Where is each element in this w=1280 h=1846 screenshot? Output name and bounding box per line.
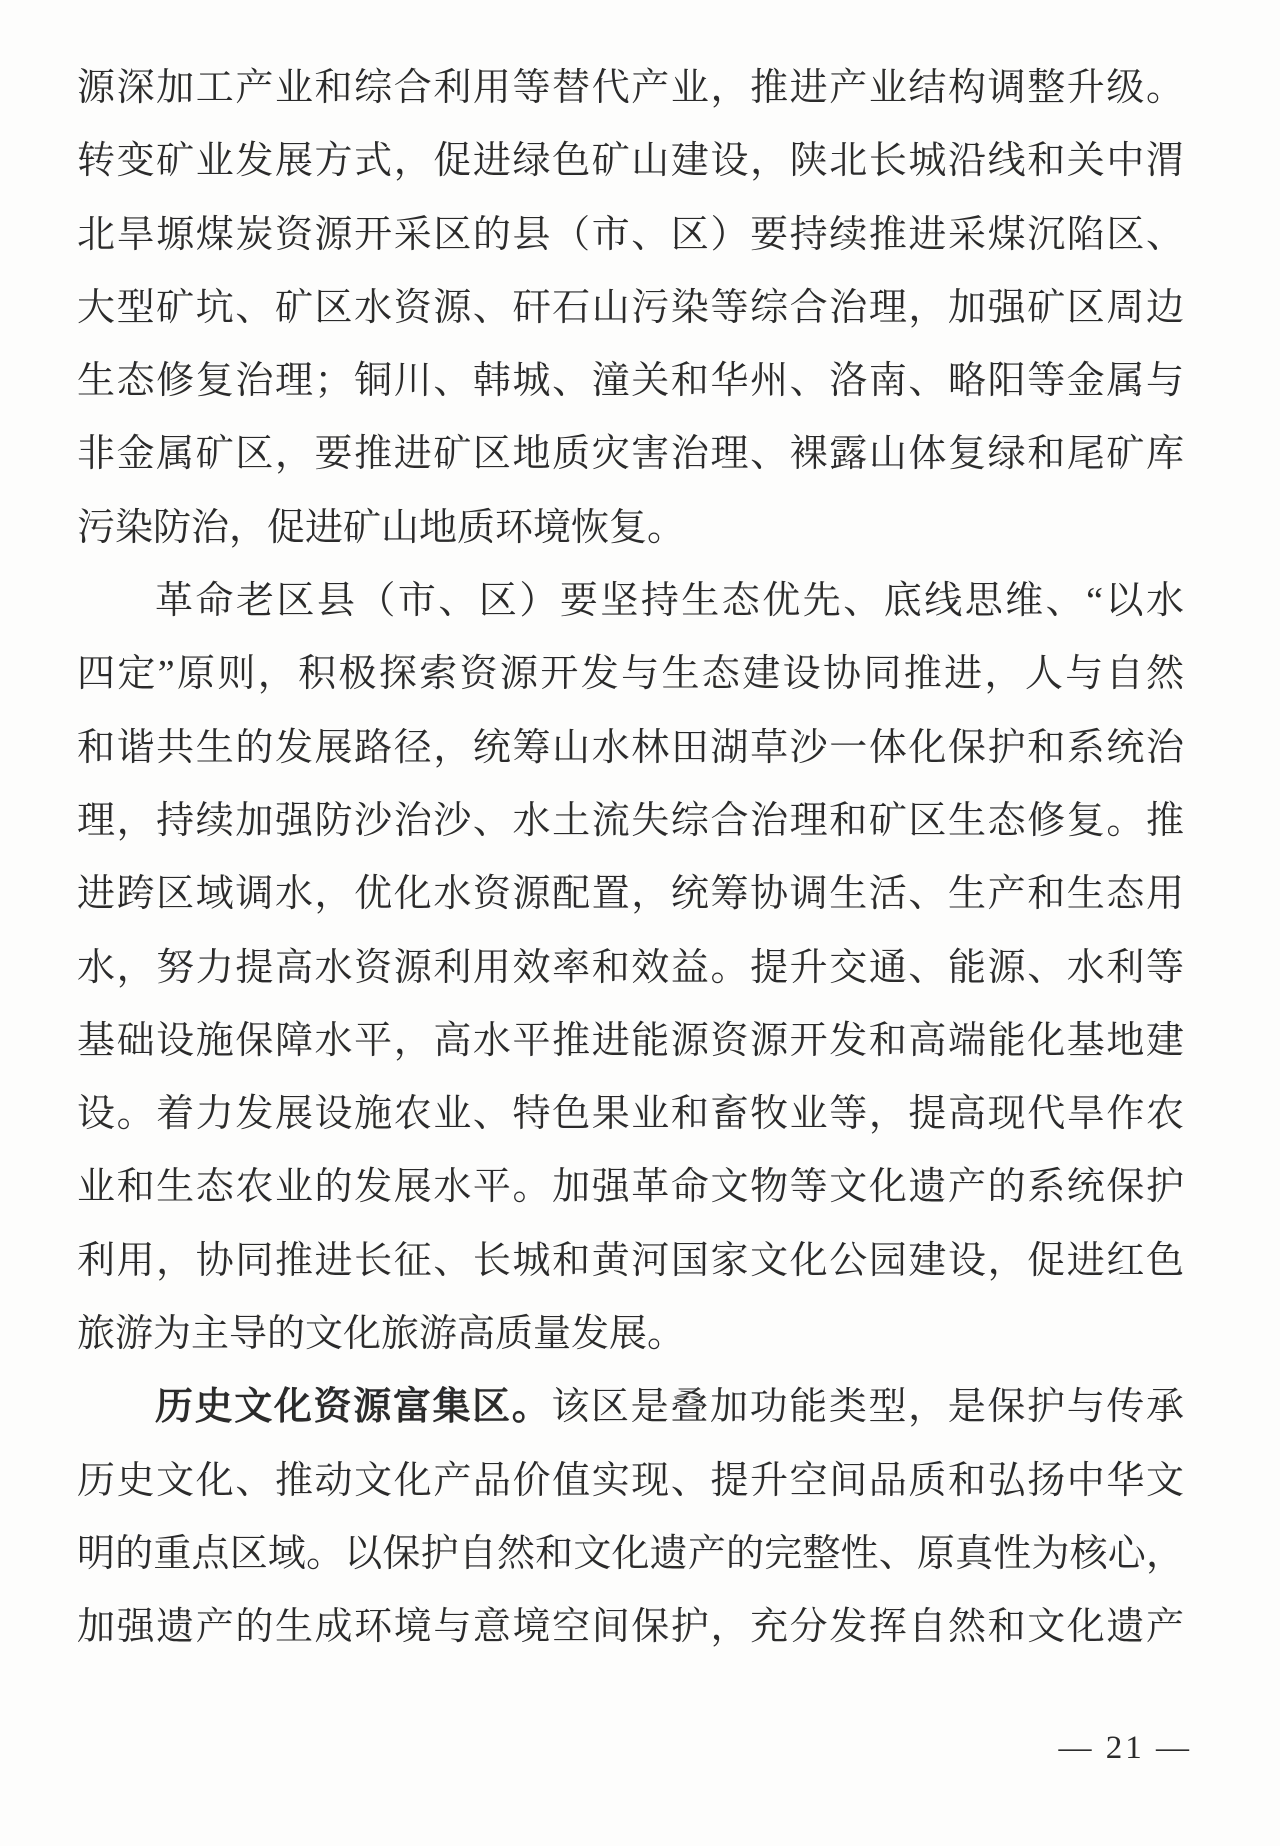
text-block — [77, 52, 1184, 1665]
text-line: 业和生态农业的发展水平。加强革命文物等文化遗产的系统保护 — [77, 1166, 1184, 1209]
text-line: 历史文化、推动文化产品价值实现、提升空间品质和弘扬中华文 — [77, 1459, 1184, 1502]
paragraph — [77, 1371, 1184, 1664]
text-line: 利用，协同推进长征、长城和黄河国家文化公园建设，促进红色 — [77, 1239, 1184, 1282]
text-line: 污染防治，促进矿山地质环境恢复。 — [77, 506, 686, 549]
paragraph — [77, 52, 1184, 565]
text-line: 旅游为主导的文化旅游高质量发展。 — [77, 1313, 686, 1356]
text-line: 四定”原则，积极探索资源开发与生态建设协同推进，人与自然 — [77, 653, 1184, 696]
text-line: 转变矿业发展方式，促进绿色矿山建设，陕北长城沿线和关中渭 — [77, 140, 1184, 183]
text-line: 设。着力发展设施农业、特色果业和畜牧业等，提高现代旱作农 — [77, 1093, 1184, 1136]
text-segment: 该区是叠加功能类型，是保护与传承 — [551, 1386, 1184, 1429]
paragraph — [77, 565, 1184, 1371]
text-line: 生态修复治理；铜川、韩城、潼关和华州、洛南、略阳等金属与 — [77, 360, 1184, 403]
text-line: 基础设施保障水平，高水平推进能源资源开发和高端能化基地建 — [77, 1019, 1184, 1062]
text-line: 加强遗产的生成环境与意境空间保护，充分发挥自然和文化遗产 — [77, 1606, 1184, 1649]
text-line: 进跨区域调水，优化水资源配置，统筹协调生活、生产和生态用 — [77, 873, 1184, 916]
text-line: 水，努力提高水资源利用效率和效益。提升交通、能源、水利等 — [77, 946, 1184, 989]
text-line: 源深加工产业和综合利用等替代产业，推进产业结构调整升级。 — [77, 67, 1184, 109]
text-line: 非金属矿区，要推进矿区地质灾害治理、裸露山体复绿和尾矿库 — [77, 433, 1184, 476]
text-line: 理，持续加强防沙治沙、水土流失综合治理和矿区生态修复。推 — [77, 799, 1184, 842]
text-line: 明的重点区域。以保护自然和文化遗产的完整性、原真性为核心， — [77, 1532, 1184, 1575]
text-line: 北旱塬煤炭资源开采区的县（市、区）要持续推进采煤沉陷区、 — [77, 213, 1184, 256]
text-line: 和谐共生的发展路径，统筹山水林田湖草沙一体化保护和系统治 — [77, 726, 1184, 769]
text-line — [77, 1371, 1184, 1444]
text-line: 革命老区县（市、区）要坚持生态优先、底线思维、“以水 — [155, 580, 1184, 623]
page-number: — 21 — — [1058, 1730, 1192, 1766]
text-line: 大型矿坑、矿区水资源、矸石山污染等综合治理，加强矿区周边 — [77, 286, 1184, 329]
section-heading: 历史文化资源富集区。 — [155, 1386, 552, 1429]
